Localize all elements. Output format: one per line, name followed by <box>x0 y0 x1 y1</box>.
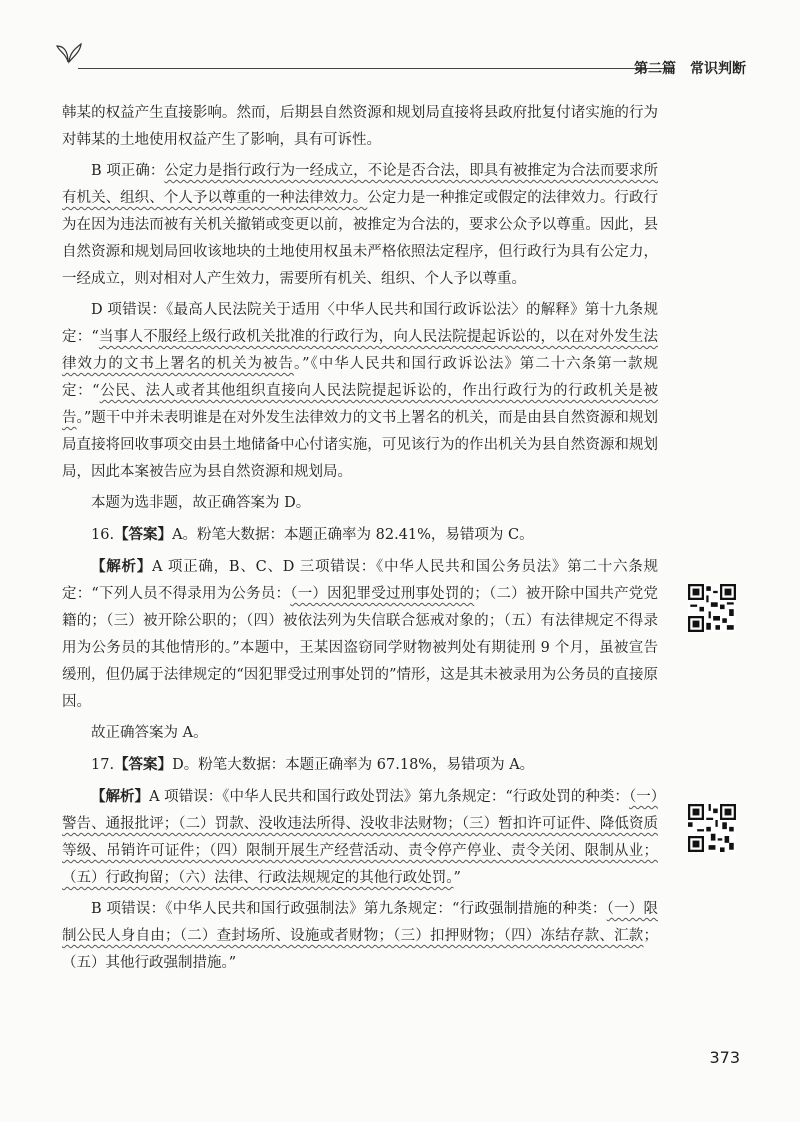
page-content <box>62 100 658 977</box>
qr-code-icon[interactable] <box>688 584 736 632</box>
analysis-paragraph: 【解析】A 项正确，B、C、D 三项错误：《中华人民共和国公务员法》第二十六条规定：“下列人员不得录用为公务员：（一）因犯罪受过刑事处罚的；（二）被开除中国共产党党籍的；（三）被开除公职的；（四）被依法列为失信联合惩戒对象的；（五）有法律规定不得录用为公务员的其他情形的。”本题中，王某因盗窃同学财物被判处有期徒刑 9 个月，虽被宣告缓刑，但仍属于法律规定的“因犯罪受过刑事处罚的”情形，这是其未被录用为公务员的直接原因。 <box>62 558 658 710</box>
section-title: 第二篇 常识判断 <box>634 61 746 77</box>
paragraph: D 项错误：《最高人民法院关于适用〈中华人民共和国行政诉讼法〉的解释》第十九条规定：“当事人不服经上级行政机关批准的行政行为，向人民法院提起诉讼的，以在对外发生法律效力的文书上署名的机关为被告。”《中华人民共和国行政诉讼法》第二十六条第一款规定：“公民、法人或者其他组织直接向人民法院提起诉讼的，作出行政行为的行政机关是被告。”题干中并未表明谁是在对外发生法律效力的文书上署名的机关，而是由县自然资源和规划局直接将回收事项交由县土地储备中心付诸实施，可见该行为的作出机关为县自然资源和规划局，因此本案被告应为县自然资源和规划局。 <box>62 302 659 480</box>
page-number: 373 <box>709 1048 740 1067</box>
paragraph: 韩某的权益产生直接影响。然而，后期县自然资源和规划局直接将县政府批复付诸实施的行为对韩某的土地使用权益产生了影响，具有可诉性。 <box>62 105 658 148</box>
leaf-icon <box>56 42 82 64</box>
qr-code-icon[interactable] <box>688 804 736 852</box>
header-rule <box>78 68 674 69</box>
analysis-paragraph: B 项错误：《中华人民共和国行政强制法》第九条规定：“行政强制措施的种类：（一）限制公民人身自由；（二）查封场所、设施或者财物；（三）扣押财物；（四）冻结存款、汇款；（五）其他行政强制措施。” <box>62 901 658 971</box>
answer-line: 本题为选非题，故正确答案为 D。 <box>91 495 311 511</box>
answer-line: 16.【答案】A。粉笔大数据：本题正确率为 82.41%，易错项为 C。 <box>91 526 534 543</box>
analysis-paragraph: 【解析】A 项错误：《中华人民共和国行政处罚法》第九条规定：“行政处罚的种类：（一）警告、通报批评；（二）罚款、没收违法所得、没收非法财物；（三）暂扣许可证件、降低资质等级、吊销许可证件；（四）限制开展生产经营活动、责令停产停业、责令关闭、限制从业；（五）行政拘留；（六）法律、行政法规规定的其他行政处罚。” <box>62 788 659 886</box>
answer-line: 17.【答案】D。粉笔大数据：本题正确率为 67.18%，易错项为 A。 <box>91 756 535 773</box>
paragraph: B 项正确：公定力是指行政行为一经成立，不论是否合法，即具有被推定为合法而要求所有机关、组织、个人予以尊重的一种法律效力。公定力是一种推定或假定的法律效力。行政行为在因为违法而被有关机关撤销或变更以前，被推定为合法的，要求公众予以尊重。因此，县自然资源和规划局回收该地块的土地使用权虽未严格依照法定程序，但行政行为具有公定力，一经成立，则对相对人产生效力，需要所有机关、组织、个人予以尊重。 <box>62 163 659 287</box>
page-header <box>56 38 746 78</box>
answer-line: 故正确答案为 A。 <box>91 725 208 741</box>
